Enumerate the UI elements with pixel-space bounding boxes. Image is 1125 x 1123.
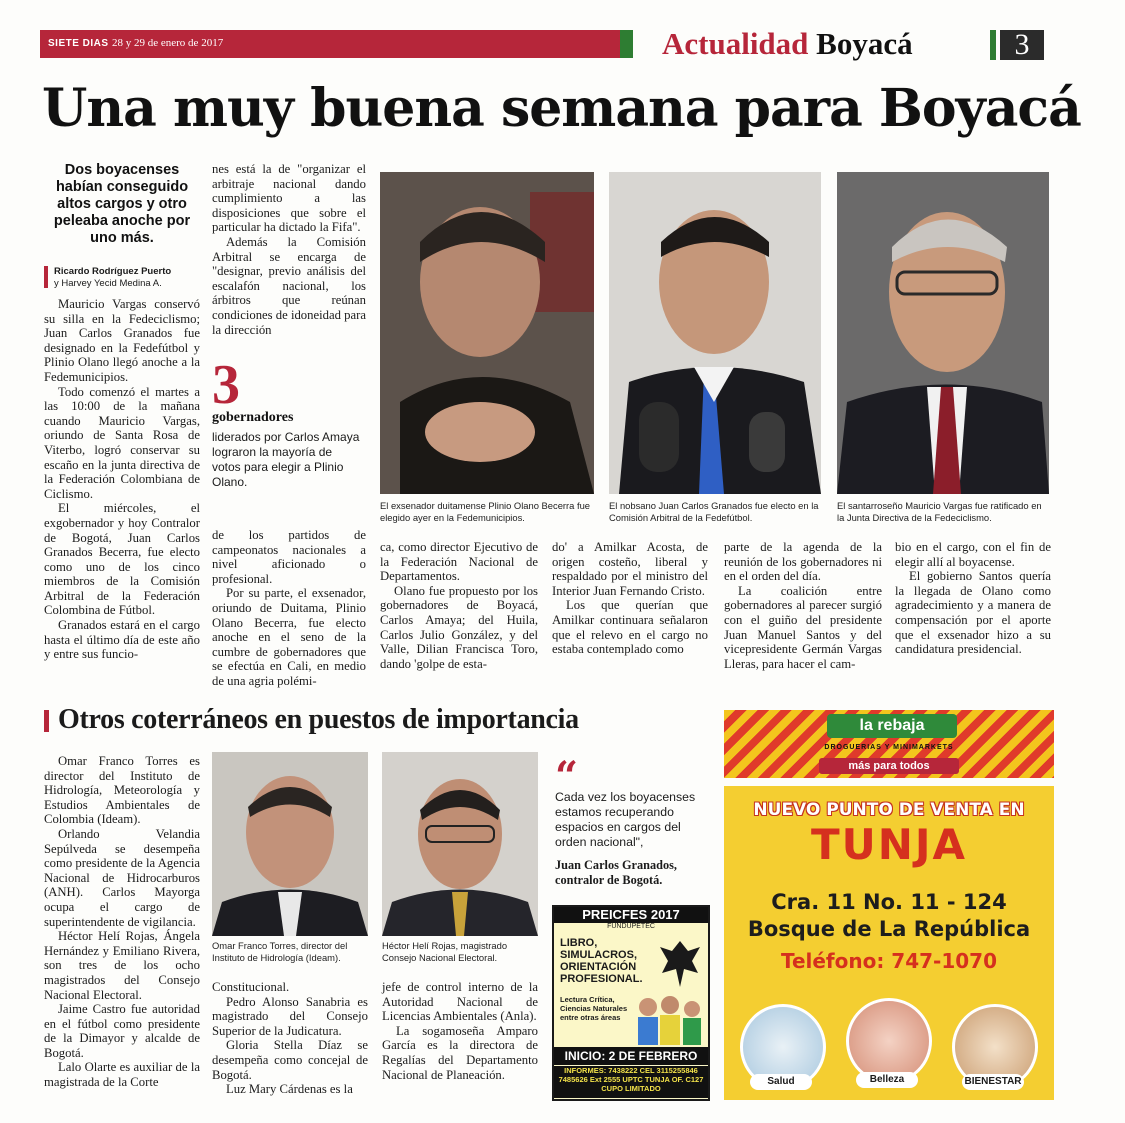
ad-rebaja-headline: NUEVO PUNTO DE VENTA EN [753, 800, 1025, 820]
photo-mauricio-vargas [837, 172, 1049, 494]
page-number [1000, 30, 1044, 60]
paragraph: Lalo Olarte es auxiliar de la magistrada de la Corte [44, 1060, 200, 1090]
pull-quote-author: Juan Carlos Granados, contralor de Bogotá. [555, 858, 677, 887]
page-number-stripe [990, 30, 996, 60]
ad-rebaja-body [724, 786, 1054, 1100]
article-column-2-bottom [212, 528, 366, 689]
highlight-text: liderados por Carlos Amaya lograron la mayoría de votos para elegir a Plinio Olano. [212, 430, 360, 489]
article-column-4 [552, 540, 708, 657]
sidebar-title: Otros coterráneos en puestos de importancia [58, 704, 579, 735]
sidebar-title-bar [44, 710, 49, 732]
paragraph: nes está la de "organizar el arbitraje nacional dando cumplimiento a las disposiciones que sobre el particular ha dictado la Fifa". [212, 162, 366, 235]
sidebar-column-3 [382, 980, 538, 1082]
byline-bar [44, 266, 48, 288]
article-deck: Dos boyacenses habían conseguido altos cargos y otro peleaba anoche por uno más. [53, 162, 191, 246]
paragraph: bio en el cargo, con el fin de elegir allí al boyacense. [895, 540, 1051, 569]
section-label: SIETE DIAS [48, 38, 109, 49]
ad-preicfes-info: INFORMES: 7438222 CEL 3115255846 7485626 Ext 2555 UPTC TUNJA OF. C127 CUPO LIMITADO [554, 1066, 708, 1098]
portrait-hector-heli-rojas [382, 752, 538, 936]
paragraph: jefe de control interno de la Autoridad Nacional de Licencias Ambientales (Anla). [382, 980, 538, 1024]
section-title [662, 26, 913, 62]
quote-icon: “ [555, 753, 579, 800]
paragraph: Luz Mary Cárdenas es la [226, 1082, 353, 1097]
ad-preicfes-title: PREICFES 2017 [554, 907, 708, 923]
ad-rebaja-label-bienestar: BIENESTAR [962, 1074, 1024, 1090]
ad-preicfes-main: LIBRO, SIMULACROS, ORIENTACIÓN PROFESIONAL. [560, 937, 643, 985]
ad-rebaja-address-2: Bosque de La República [747, 917, 1031, 941]
ad-rebaja-slogan: más para todos [819, 758, 959, 774]
paragraph: El gobierno Santos quería la llegada de Olano como agradecimiento y a manera de compensación por el aporte que el exsenador hizo a su candidatura presidencial. [895, 569, 1051, 657]
paragraph: El miércoles, el exgobernador y hoy Contralor de Bogotá, Juan Carlos Granados Becerra, fue electo como uno de los cinco miembros de la Comisión Arbitral de la Federación Colombina de Fútbol. [44, 501, 200, 618]
ad-rebaja-address-1: Cra. 11 No. 11 - 124 [771, 890, 1007, 914]
photo-juan-carlos-granados [609, 172, 821, 494]
paragraph: Héctor Helí Rojas, Ángela Hernández y Emiliano Rivera, son tres de los ocho magistrados del Consejo Nacional Electoral. [44, 929, 200, 1002]
paragraph: La coalición entre gobernadores al parecer surgió con el guiño del presidente Juan Manuel Santos y del vicepresidente Germán Vargas Lleras, para hacer el cam- [724, 583, 882, 671]
header-green-mark [620, 30, 633, 58]
ad-la-rebaja[interactable] [724, 710, 1054, 1100]
photo-caption-3: El santarroseño Mauricio Vargas fue ratificado en la Junta Directiva de la Fedeciclismo. [837, 500, 1042, 523]
byline-author-2: y Harvey Yecid Medina A. [54, 278, 162, 289]
paragraph: Granados estará en el cargo hasta el último día de este año y entre sus funcio- [44, 618, 200, 662]
portrait-mauricio-vargas [837, 172, 1049, 494]
ad-rebaja-logo: la rebaja [827, 714, 957, 738]
paragraph: Constitucional. [212, 980, 290, 994]
eagle-crest-icon [658, 937, 702, 991]
paragraph: Todo comenzó el martes a las 10:00 de la mañana cuando Mauricio Vargas, oriundo de Santa Rosa de Viterbo, logró conservar su escaño en la junta directiva de la Federación Colombiana de Ciclismo. [44, 384, 200, 501]
paragraph: Además la Comisión Arbitral se encarga de "designar, previo análisis del escalafón nacional, los árbitros que reúnan condiciones de idoneidad para la dirección [212, 234, 366, 337]
ad-preicfes-org: FUNDUPETEC [607, 923, 655, 930]
ad-preicfes-start: INICIO: 2 DE FEBRERO [554, 1047, 708, 1065]
portrait-omar-franco [212, 752, 368, 936]
paragraph: ca, como director Ejecutivo de la Federación Nacional de Departamentos. [380, 540, 538, 584]
paragraph: Omar Franco Torres es director del Instituto de Hidrología, Meteorología y Estudios Ambientales de Colombia (Ideam). [44, 754, 200, 827]
article-column-6 [895, 540, 1051, 657]
paragraph: parte de la agenda de la reunión de los gobernadores ni en el orden del día. [724, 540, 882, 584]
students-photo-icon [632, 991, 704, 1045]
ad-rebaja-subtitle: DROGUERIAS Y MINIMARKETS [824, 744, 954, 751]
sidebar-column-1 [44, 754, 200, 1090]
photo-caption-1: El exsenador duitamense Plinio Olano Becerra fue elegido ayer en la Fedemunicipios. [380, 500, 591, 523]
byline-author-1: Ricardo Rodríguez Puerto [54, 266, 172, 277]
paragraph: Gloria Stella Díaz se desempeña como concejal de Bogotá. [212, 1038, 368, 1082]
paragraph: de los partidos de campeonatos nacionales a nivel aficionado o profesional. [212, 528, 366, 586]
paragraph: Pedro Alonso Sanabria es magistrado del Consejo Superior de la Judicatura. [212, 994, 368, 1038]
photo-hector-heli-rojas [382, 752, 538, 936]
article-column-3 [380, 540, 538, 671]
paragraph: Jaime Castro fue autoridad en el fútbol como presidente de la Dimayor y alcalde de Bogotá. [44, 1002, 200, 1060]
paragraph: Mauricio Vargas conservó su silla en la Fedeciclismo; Juan Carlos Granados fue designado en la Fedefútbol y Plinio Olano llegó anoche a la Fedemunicipios. [44, 297, 200, 384]
paragraph: do' a Amilkar Acosta, de origen costeño, liberal y respaldado por el ministro del Interior Juan Fernando Cristo. [552, 540, 708, 598]
article-column-2-top [212, 162, 366, 337]
ad-rebaja-phone: Teléfono: 747-1070 [780, 949, 998, 973]
headline: Una muy buena semana para Boyacá [42, 78, 1081, 139]
ad-preicfes-subjects: Lectura Crítica, Ciencias Naturales entre otras áreas [560, 995, 628, 1022]
highlight-number: 3 [212, 354, 240, 416]
article-column-5 [724, 540, 882, 671]
issue-date: 28 y 29 de enero de 2017 [112, 37, 224, 49]
ad-preicfes[interactable] [552, 905, 710, 1101]
pull-quote: Cada vez los boyacenses estamos recuperando espacios en cargos del orden nacional", [555, 790, 696, 849]
paragraph: Olano fue propuesto por los gobernadores de Boyacá, Carlos Amaya; del Huila, Carlos Julio González, y del Valle, Dilian Francisca Toro, dando 'golpe de esta- [380, 583, 538, 671]
portrait-juan-carlos-granados [609, 172, 821, 494]
photo-plinio-olano [380, 172, 594, 494]
sidebar-photo-caption-2: Héctor Helí Rojas, magistrado Consejo Nacional Electoral. [382, 940, 508, 963]
page-number-value: 3 [1014, 28, 1030, 61]
section-title-boyaca: Boyacá [816, 26, 913, 61]
section-title-actualidad: Actualidad [662, 26, 809, 61]
sidebar-column-2 [212, 980, 368, 1097]
photo-caption-2: El nobsano Juan Carlos Granados fue electo en la Comisión Arbitral de la Fedefútbol. [609, 500, 819, 523]
sidebar-photo-caption-1: Omar Franco Torres, director del Instituto de Hidrología (Ideam). [212, 940, 348, 963]
paragraph: La sogamoseña Amparo García es la directora de Regalías del Departamento Nacional de Planeación. [382, 1023, 538, 1082]
ad-rebaja-label-salud: Salud [750, 1074, 812, 1090]
highlight-label: gobernadores [212, 410, 294, 425]
ad-rebaja-city: TUNJA [810, 820, 968, 869]
photo-omar-franco [212, 752, 368, 936]
section-header-bar [40, 30, 633, 58]
ad-rebaja-label-belleza: Belleza [856, 1072, 918, 1088]
paragraph: Los que querían que Amilkar continuara señalaron que el relevo en el cargo no estaba contemplado como [552, 598, 708, 657]
paragraph: Por su parte, el exsenador, oriundo de Duitama, Plinio Olano Becerra, fue electo anoche en el seno de la cumbre de gobernadores que se efectúa en Cali, en medio de una agria polémi- [212, 586, 366, 688]
byline [44, 266, 204, 290]
portrait-plinio-olano [380, 172, 594, 494]
article-column-1 [44, 297, 200, 662]
paragraph: Orlando Velandia Sepúlveda se desempeña como presidente de la Agencia Nacional de Hidrocarburos (ANH). Carlos Mayorga ocupa el cargo de superintendente de vigilancia. [44, 826, 200, 929]
